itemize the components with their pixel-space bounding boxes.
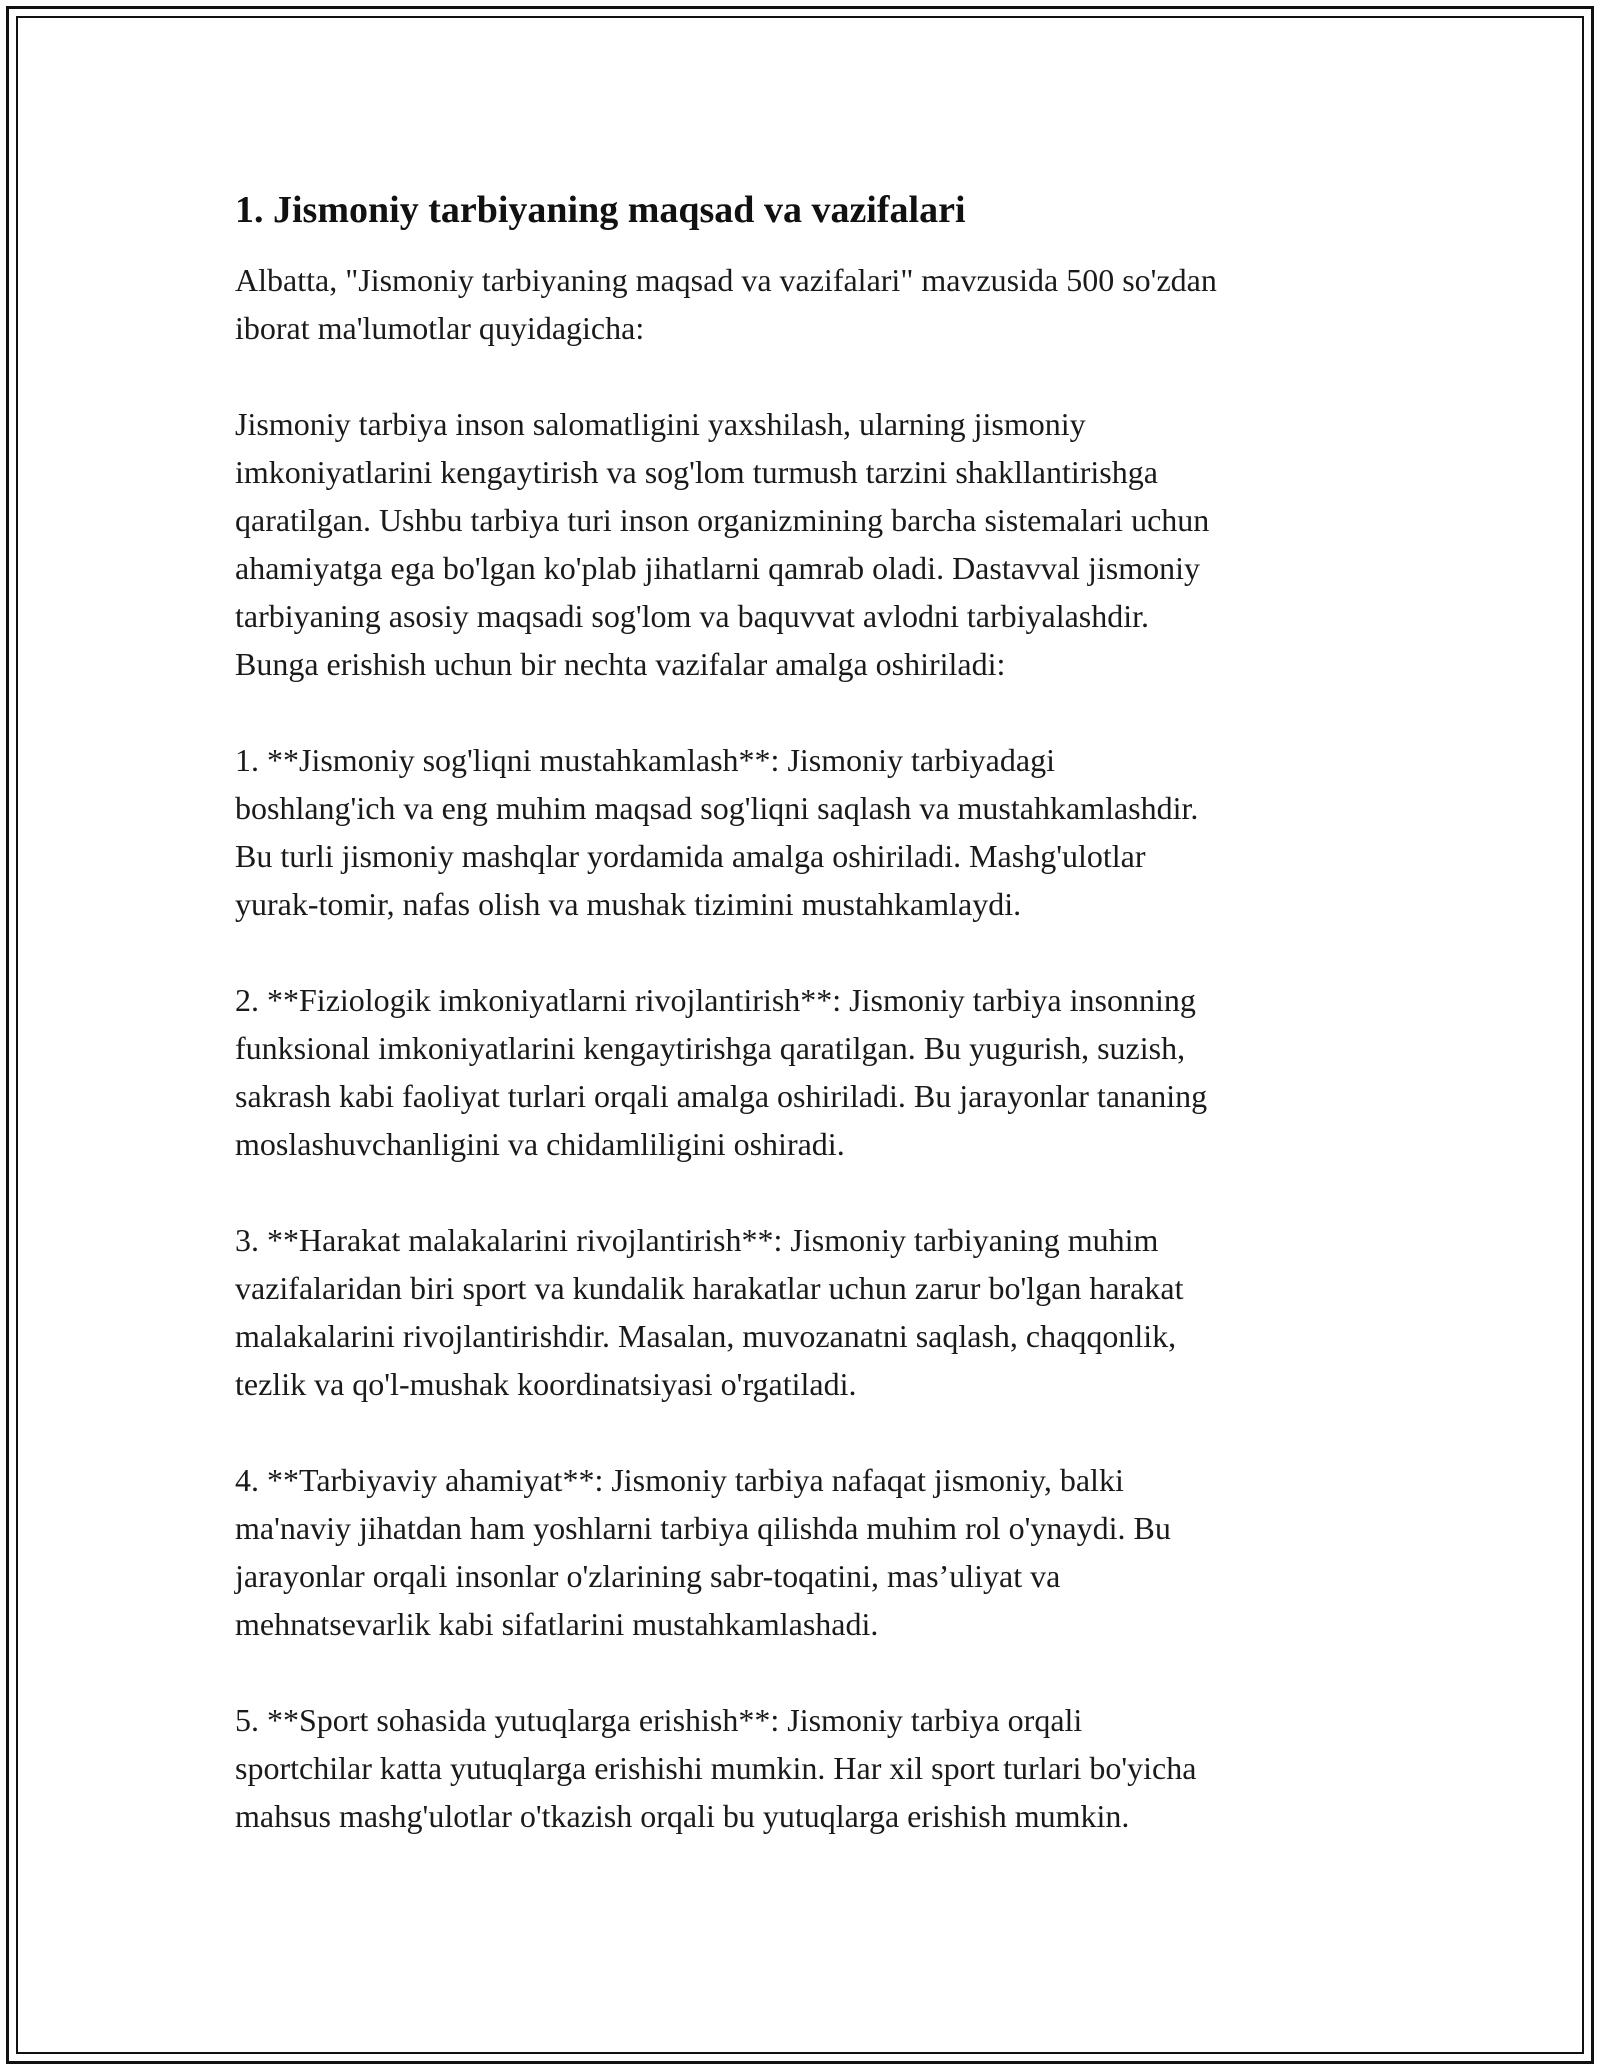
list-item-5: 5. **Sport sohasida yutuqlarga erishish**: Jismoniy tarbiya orqali sportchilar katta yutuqlarga erishishi mumkin. Har xil sport turlari bo'yicha mahsus mashg'ulotlar o'tkazish orqali bu yutuqlarga erishish mumkin.	[235, 1702, 1197, 1834]
document-title: 1. Jismoniy tarbiyaning maqsad va vazifalari	[235, 189, 966, 231]
document-body	[235, 186, 1375, 1888]
list-item-4: 4. **Tarbiyaviy ahamiyat**: Jismoniy tarbiya nafaqat jismoniy, balki ma'naviy jihatdan ham yoshlarni tarbiya qilishda muhim rol o'ynaydi. Bu jarayonlar orqali insonlar o'zlarining sabr-toqatini, mas’uliyat va mehnatsevarlik kabi sifatlarini mustahkamlashadi.	[235, 1462, 1171, 1642]
list-item-3: 3. **Harakat malakalarini rivojlantirish**: Jismoniy tarbiyaning muhim vazifalaridan biri sport va kundalik harakatlar uchun zarur bo'lgan harakat malakalarini rivojlantirishdir. Masalan, muvozanatni saqlash, chaqqonlik, tezlik va qo'l-mushak koordinatsiyasi o'rgatiladi.	[235, 1222, 1184, 1402]
list-item-1: 1. **Jismoniy sog'liqni mustahkamlash**: Jismoniy tarbiyadagi boshlang'ich va eng muhim maqsad sog'liqni saqlash va mustahkamlashdir. Bu turli jismoniy mashqlar yordamida amalga oshiriladi. Mashg'ulotlar yurak-tomir, nafas olish va mushak tizimini mustahkamlaydi.	[235, 742, 1199, 922]
overview-paragraph: Jismoniy tarbiya inson salomatligini yaxshilash, ularning jismoniy imkoniyatlarini kengaytirish va sog'lom turmush tarzini shakllantirishga qaratilgan. Ushbu tarbiya turi inson organizmining barcha sistemalari uchun ahamiyatga ega bo'lgan ko'plab jihatlarni qamrab oladi. Dastavval jismoniy tarbiyaning asosiy maqsadi sog'lom va baquvvat avlodni tarbiyalashdir. Bunga erishish uchun bir nechta vazifalar amalga oshiriladi:	[235, 406, 1210, 682]
intro-paragraph: Albatta, "Jismoniy tarbiyaning maqsad va vazifalari" mavzusida 500 so'zdan iborat ma'lumotlar quyidagicha:	[235, 262, 1217, 346]
list-item-2: 2. **Fiziologik imkoniyatlarni rivojlantirish**: Jismoniy tarbiya insonning funksional imkoniyatlarini kengaytirishga qaratilgan. Bu yugurish, suzish, sakrash kabi faoliyat turlari orqali amalga oshiriladi. Bu jarayonlar tananing moslashuvchanligini va chidamliligini oshiradi.	[235, 982, 1208, 1162]
